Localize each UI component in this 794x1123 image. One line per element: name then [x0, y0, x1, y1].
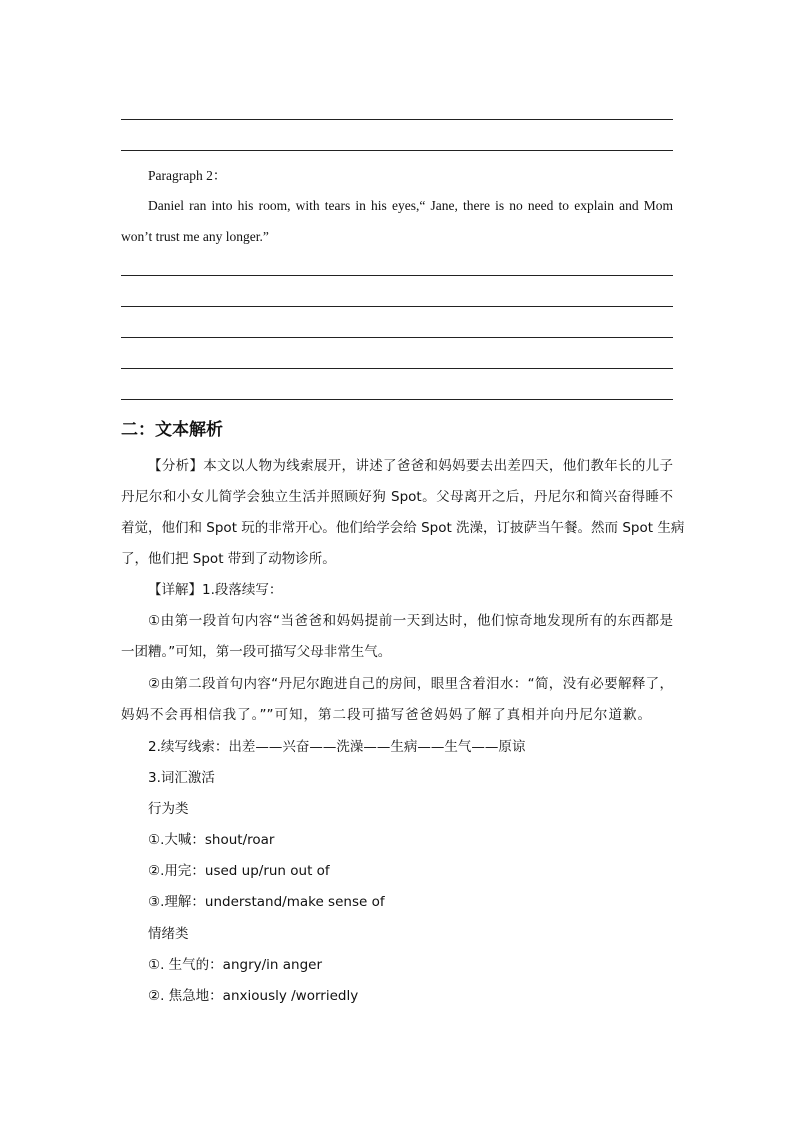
analysis-line: 【分析】本文以人物为线索展开，讲述了爸爸和妈妈要去出差四天，他们教年长的儿子 [148, 458, 673, 474]
paragraph2-label: Paragraph 2： [148, 168, 227, 183]
behavior-title: 行为类 [148, 801, 189, 817]
writing-line [121, 306, 673, 307]
vocab-item: ①. 生气的：angry/in anger [148, 957, 323, 973]
vocab-item: ③.理解：understand/make sense of [148, 894, 385, 910]
writing-line [121, 150, 673, 151]
emotion-title: 情绪类 [148, 926, 189, 942]
detail-item-line: 一团糟。”可知，第一段可描写父母非常生气。 [121, 644, 392, 660]
writing-line [121, 399, 673, 400]
detail-item-line: 妈妈不会再相信我了。””可知，第二段可描写爸爸妈妈了解了真相并向丹尼尔道歉。 [121, 707, 651, 723]
paragraph2-line: won’t trust me any longer.” [121, 229, 269, 244]
continuation-clue: 2.续写线索：出差——兴奋——洗澡——生病——生气——原谅 [148, 739, 526, 755]
analysis-line: 丹尼尔和小女儿简学会独立生活并照顾好狗 Spot。父母离开之后，丹尼尔和简兴奋得睡不 [121, 489, 673, 505]
vocab-title: 3.词汇激活 [148, 770, 215, 786]
analysis-line: 了，他们把 Spot 带到了动物诊所。 [121, 551, 336, 567]
analysis-line: 着觉，他们和 Spot 玩的非常开心。他们给学会给 Spot 洗澡，订披萨当午餐。然而 Spot 生病 [121, 520, 685, 536]
section-heading: 二：文本解析 [121, 420, 223, 440]
writing-line [121, 119, 673, 120]
detail-title: 【详解】1.段落续写： [148, 582, 283, 598]
writing-line [121, 337, 673, 338]
writing-line [121, 275, 673, 276]
vocab-item: ②. 焦急地：anxiously /worriedly [148, 988, 359, 1004]
writing-line [121, 368, 673, 369]
detail-item-line: ②由第二段首句内容“丹尼尔跑进自己的房间，眼里含着泪水：“简，没有必要解释了， [148, 676, 673, 692]
detail-item-line: ①由第一段首句内容“当爸爸和妈妈提前一天到达时，他们惊奇地发现所有的东西都是 [148, 613, 673, 629]
paragraph2-line: Daniel ran into his room, with tears in his eyes,“ Jane, there is no need to explain and Mom [148, 198, 673, 213]
vocab-item: ①.大喊：shout/roar [148, 832, 275, 848]
vocab-item: ②.用完：used up/run out of [148, 863, 330, 879]
